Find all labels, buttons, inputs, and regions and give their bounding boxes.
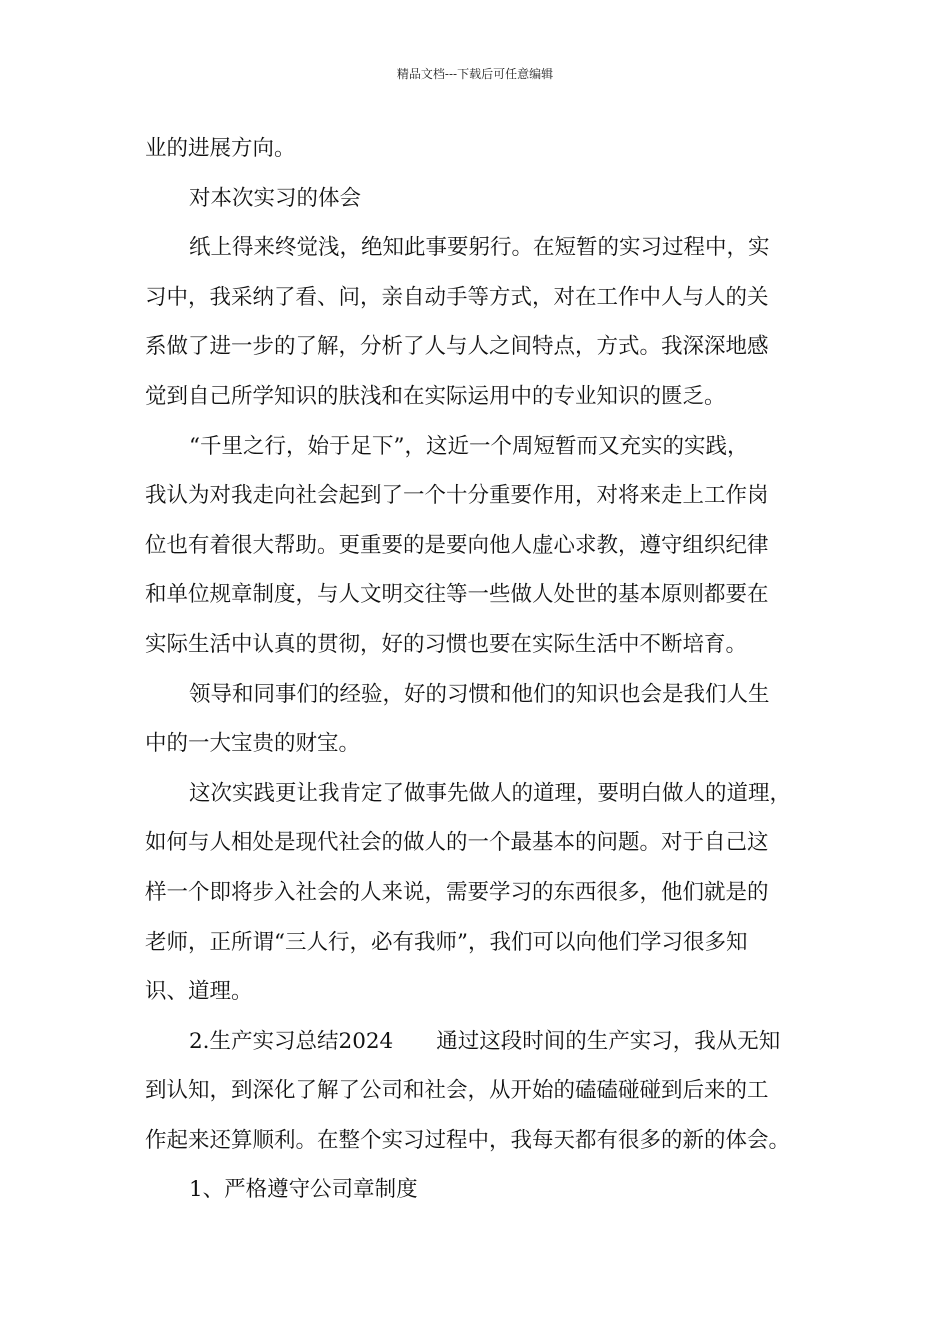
text-line: 识、道理。 — [145, 979, 253, 1005]
text-line: 中的一大宝贵的财宝。 — [145, 731, 361, 757]
text-line: 实际生活中认真的贯彻，好的习惯也要在实际生活中不断培育。 — [145, 631, 748, 657]
text-line: 业的进展方向。 — [145, 136, 296, 161]
text-line: 领导和同事们的经验，好的习惯和他们的知识也会是我们人生 — [189, 681, 770, 707]
text-line: 如何与人相处是现代社会的做人的一个最基本的问题。对于自己这 — [145, 830, 769, 856]
text-line: 纸上得来终觉浅，绝知此事要躬行。在短暂的实习过程中，实 — [189, 235, 770, 261]
text-line: 觉到自己所学知识的肤浅和在实际运用中的专业知识的匮乏。 — [145, 383, 726, 409]
text-line: 对本次实习的体会 — [189, 185, 362, 211]
text-line: 到认知，到深化了解了公司和社会，从开始的磕磕碰碰到后来的工 — [145, 1078, 769, 1104]
text-line: 和单位规章制度，与人文明交往等一些做人处世的基本原则都要在 — [145, 582, 769, 608]
text-line: 1、严格遵守公司章制度 — [189, 1177, 418, 1203]
text-line: 系做了进一步的了解，分析了人与人之间特点，方式。我深深地感 — [145, 334, 769, 360]
text-line: 样一个即将步入社会的人来说，需要学习的东西很多，他们就是的 — [145, 879, 769, 905]
text-line: 位也有着很大帮助。更重要的是要向他人虚心求教，遵守组织纪律 — [145, 532, 769, 558]
document-body — [145, 124, 805, 1215]
text-line: 作起来还算顺利。在整个实习过程中，我每天都有很多的新的体会。 — [145, 1127, 791, 1153]
text-line: 这次实践更让我肯定了做事先做人的道理，要明白做人的道理， — [189, 780, 792, 806]
text-line: 习中，我采纳了看、问，亲自动手等方式，对在工作中人与人的关 — [145, 284, 769, 310]
page-header: 精品文档---下载后可任意编辑 — [396, 67, 554, 81]
text-line: 2.生产实习总结2024 通过这段时间的生产实习，我从无知 — [189, 1028, 781, 1054]
text-line: “千里之行，始于足下”，这近一个周短暂而又充实的实践， — [189, 433, 749, 459]
text-line: 我认为对我走向社会起到了一个十分重要作用，对将来走上工作岗 — [145, 483, 769, 509]
text-line: 老师，正所谓“三人行，必有我师”，我们可以向他们学习很多知 — [145, 929, 748, 955]
